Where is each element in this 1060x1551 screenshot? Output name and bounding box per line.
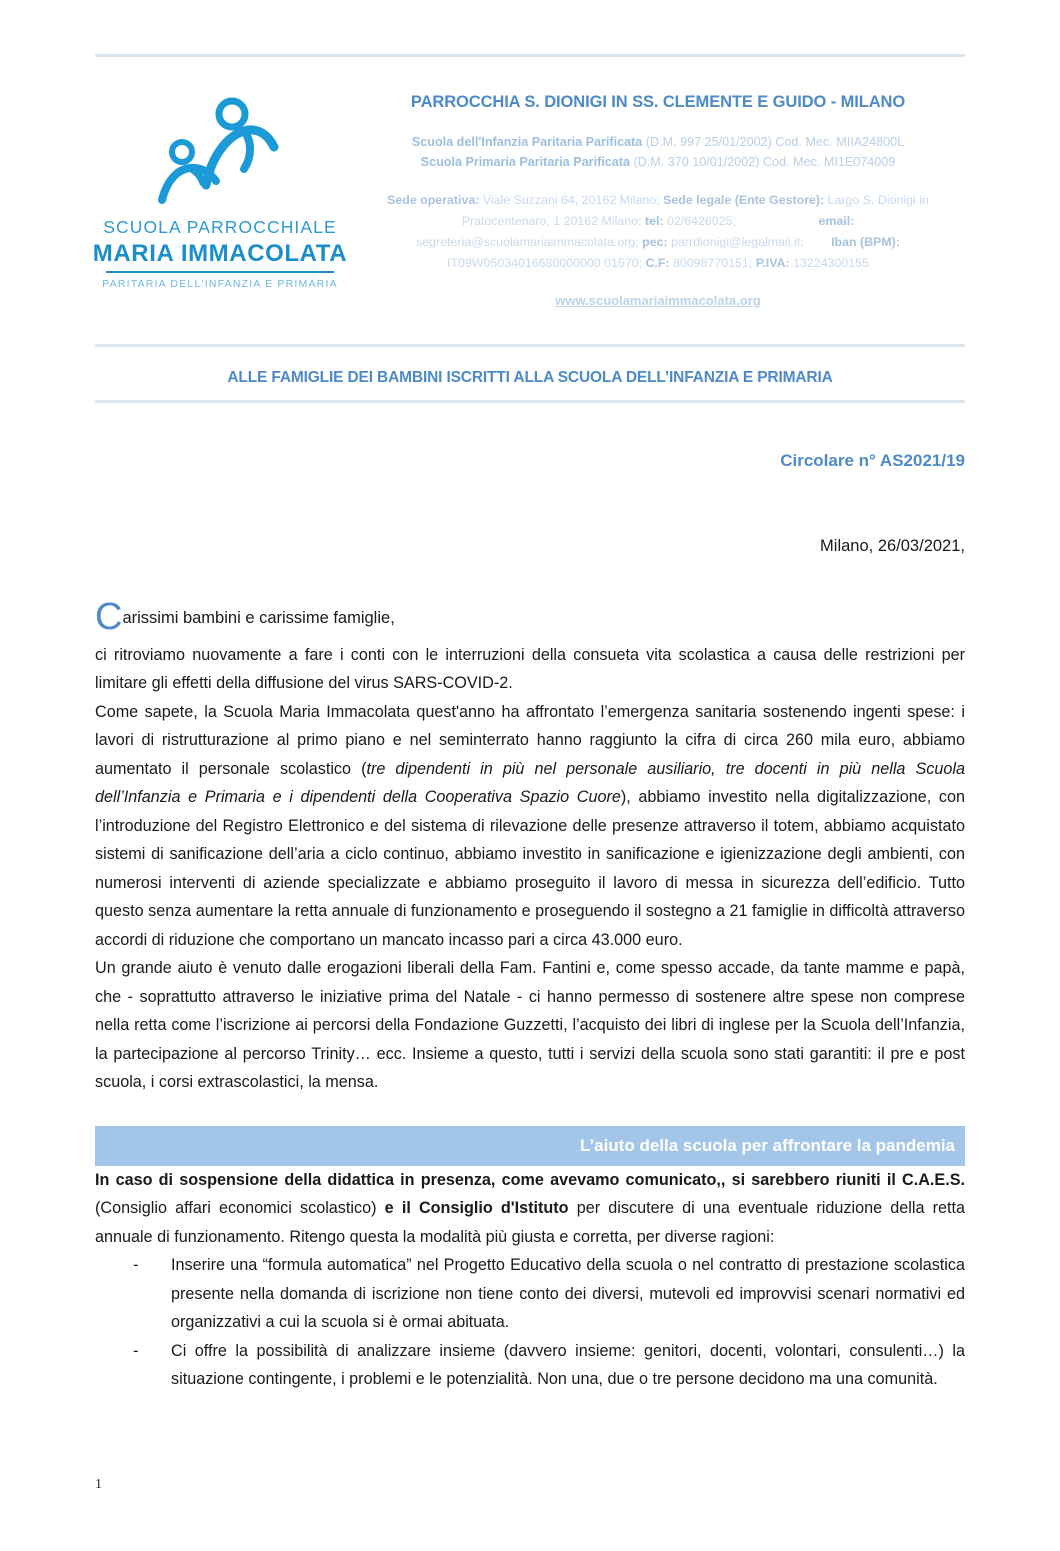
logo-line-1: SCUOLA PARROCCHIALE bbox=[103, 217, 337, 237]
reasons-list bbox=[95, 1251, 965, 1394]
salutation-dropcap: C bbox=[95, 596, 123, 638]
paragraph-2 bbox=[95, 698, 965, 955]
dateline: Milano, 26/03/2021, bbox=[820, 537, 965, 555]
section2-intro bbox=[95, 1166, 965, 1252]
section2-bold-1: In caso di sospensione della didattica in presenza, come avevamo comunicato,, si sarebbero riuniti il C.A.E.S. bbox=[95, 1170, 965, 1189]
sede-legale-label: Sede legale (Ente Gestore): bbox=[663, 193, 825, 207]
section2-normal-2: per discutere di una eventuale riduzione della retta annuale di funzionamento. Ritengo questa la modalità più giusta e corretta, per diverse ragioni: bbox=[95, 1199, 966, 1246]
tel-label: tel: bbox=[644, 214, 664, 228]
website-link[interactable]: www.scuolamariaimmacolata.org bbox=[555, 293, 761, 308]
logo-line-2: MARIA IMMACOLATA bbox=[92, 240, 348, 267]
pec-label: pec: bbox=[642, 235, 668, 249]
letterhead-text bbox=[345, 63, 965, 310]
cf-value: 80098770151; bbox=[669, 256, 756, 270]
pec-value[interactable]: parrdionigi@legalmail.it; bbox=[667, 235, 804, 249]
school-infanzia-label: Scuola dell'Infanzia Paritaria Parificata bbox=[411, 135, 643, 149]
section-banner bbox=[95, 1126, 965, 1166]
section2-normal-1: (Consiglio affari economici scolastico) bbox=[95, 1199, 385, 1217]
sede-operativa-label: Sede operativa: bbox=[387, 193, 480, 207]
contact-details bbox=[351, 190, 965, 274]
tel-value: 02/6426025; bbox=[663, 214, 736, 228]
school-infanzia-line bbox=[351, 132, 965, 152]
cf-label: C.F: bbox=[645, 256, 670, 270]
paragraph-3: Un grande aiuto è venuto dalle erogazioni liberali della Fam. Fantini e, come spesso accade, da tante mamme e papà, che - soprattutto attraverso le iniziative prima del Natale - ci hanno permesso di sostenere altre spese non comprese nella retta come l’iscrizione ai percorsi della Fondazione Guzzetti, l’acquisto dei libri di inglese per la Scuola dell’Infanzia, la partecipazione al percorso Trinity… ecc. Insieme a questo, tutti i servizi della scuola sono stati garantiti: il pre e post scuola, i corsi extrascolastici, la mensa. bbox=[95, 959, 965, 1091]
paragraph-2-italic: tre dipendenti in più nel personale ausiliario, tre docenti in più nella Scuola dell’Infanzia e Primaria e i dipendenti della Cooperativa Spazio Cuore bbox=[95, 759, 965, 806]
logo-line-3: PARITARIA DELL'INFANZIA E PRIMARIA bbox=[102, 278, 338, 290]
addressee-divider bbox=[95, 400, 965, 403]
email-value[interactable]: segreteria@scuolamariaimmacolata.org; bbox=[416, 235, 643, 249]
paragraph-2-part-a: Come sapete, la Scuola Maria Immacolata quest'anno ha affrontato l’emergenza sanitaria sostenendo ingenti spese: i lavori di ristrutturazione al primo piano e nel seminterrato hanno raggiunto la cifra di circa 260 mila euro, abbiamo aumentato il personale scolastico ( bbox=[95, 702, 965, 778]
list-item bbox=[133, 1337, 965, 1394]
bullet-marker: - bbox=[133, 1256, 139, 1274]
email-label: email: bbox=[818, 214, 855, 228]
letterhead bbox=[92, 57, 965, 310]
bullet-marker: - bbox=[133, 1341, 139, 1360]
document-page bbox=[0, 54, 1060, 1551]
iban-value: IT09W05034016680000000 01570; bbox=[447, 256, 646, 270]
addressee-title: ALLE FAMIGLIE DEI BAMBINI ISCRITTI ALLA SCUOLA DELL’INFANZIA E PRIMARIA bbox=[227, 369, 833, 386]
page-number: 1 bbox=[95, 1477, 102, 1492]
sede-legale-value: Largo S. Dionigi in Pratocentenaro, 1 20162 Milano; bbox=[461, 193, 929, 228]
salutation-text: arissimi bambini e carissime famiglie, bbox=[122, 609, 395, 627]
list-item-text: Ci offre la possibilità di analizzare insieme (davvero insieme: genitori, docenti, volontari, consulenti…) la situazione contingente, i problemi e le potenzialità. Non una, due o tre persone decidono ma una comunità. bbox=[171, 1341, 965, 1388]
section-banner-text: L’aiuto della scuola per affrontare la pandemia bbox=[579, 1135, 955, 1155]
sede-operativa-value: Viale Suzzani 64, 20162 Milano; bbox=[479, 193, 664, 207]
school-infanzia-detail: (D.M. 997 25/01/2002) Cod. Mec. MIIA24800L bbox=[642, 135, 905, 149]
list-item-text: Inserire una “formula automatica” nel Progetto Educativo della scuola o nel contratto di prestazione scolastica presente nella domanda di iscrizione non tiene conto dei diversi, mutevoli ed improvvisi scenari normativi ed organizzativi a cui la scuola si è ormai abituata. bbox=[171, 1256, 965, 1331]
school-primaria-label: Scuola Primaria Paritaria Parificata bbox=[420, 155, 630, 169]
school-logo bbox=[92, 63, 348, 290]
list-item bbox=[133, 1251, 965, 1337]
piva-value: 13224300155 bbox=[789, 256, 869, 270]
running-figures-icon bbox=[140, 97, 300, 215]
circular-number: Circolare n° AS2021/19 bbox=[780, 451, 965, 470]
piva-label: P.IVA: bbox=[755, 256, 790, 270]
logo-underline bbox=[106, 271, 334, 273]
section2-bold-2: e il Consiglio d'Istituto bbox=[384, 1199, 569, 1217]
addressee-block bbox=[95, 347, 965, 400]
paragraph-1: ci ritroviamo nuovamente a fare i conti con le interruzioni della consueta vita scolastica a causa delle restrizioni per limitare gli effetti della diffusione del virus SARS-COVID-2. bbox=[95, 645, 965, 692]
school-primaria-detail: (D.M. 370 10/01/2002) Cod. Mec. MI1E074009 bbox=[629, 155, 896, 169]
iban-label: Iban (BPM): bbox=[831, 235, 900, 249]
paragraph-2-part-b: ), abbiamo investito nella digitalizzazione, con l’introduzione del Registro Elettronico e del sistema di rilevazione delle presenze attraverso il totem, abbiamo acquistato sistemi di sanificazione dell’aria a ciclo continuo, abbiamo investito in sanificazione e igienizzazione degli ambienti, con numerosi interventi di aziende specializzate e abbiamo proseguito il lavoro di messa in sicurezza dell’edificio. Tutto questo senza aumentare la retta annuale di funzionamento e proseguendo il sostegno a 21 famiglie in difficoltà attraverso accordi di riduzione che comportano un mancato incasso pari a circa 43.000 euro. bbox=[95, 788, 966, 949]
organization-title: PARROCCHIA S. DIONIGI IN SS. CLEMENTE E GUIDO - MILANO bbox=[410, 93, 906, 111]
school-primaria-line bbox=[351, 152, 965, 172]
salutation bbox=[95, 596, 965, 638]
